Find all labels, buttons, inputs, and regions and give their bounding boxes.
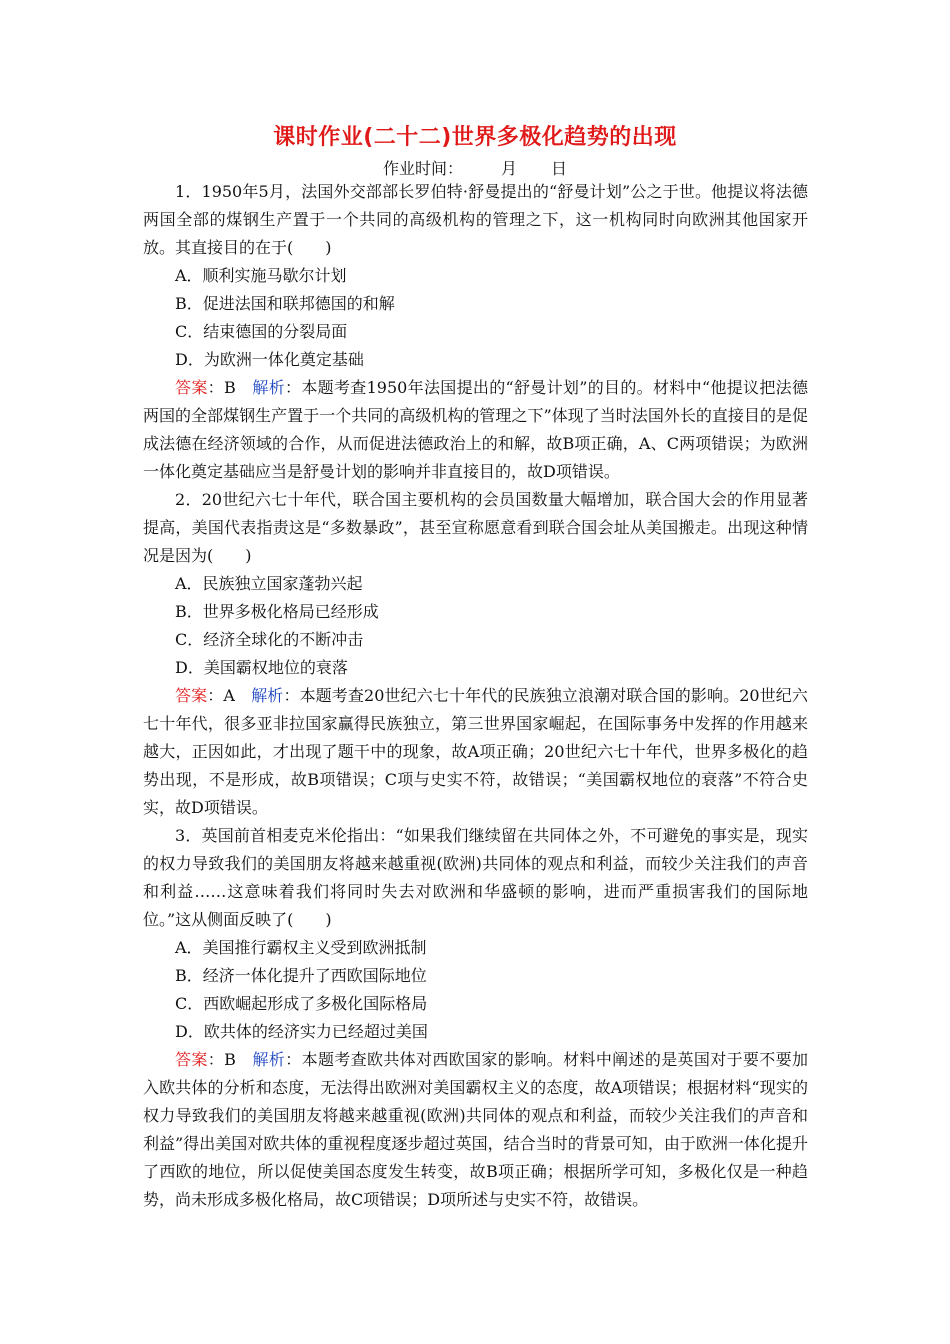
answer-analysis	[143, 374, 808, 486]
analysis-text: 本题考查1950年法国提出的“舒曼计划”的目的。材料中“他提议把法德两国的全部煤钢生产置于一个共同的高级机构的管理之下”体现了当时法国外长的直接目的是促成法德在经济领域的合作，从而促进法德政治上的和解，故B项正确，A、C两项错误；为欧洲一体化奠定基础应当是舒曼计划的影响并非直接目的，故D项错误。	[143, 378, 808, 481]
answer-value: B	[224, 1050, 236, 1069]
analysis-label: 解析	[251, 686, 284, 705]
question-stem: 3．英国前首相麦克米伦指出：“如果我们继续留在共同体之外，不可避免的事实是，现实的权力导致我们的美国朋友将越来越重视(欧洲)共同体的观点和利益，而较少关注我们的声音和利益……这意味着我们将同时失去对欧洲和华盛顿的影响，进而严重损害我们的国际地位。”这从侧面反映了( )	[143, 826, 808, 929]
analysis-colon: ：	[283, 686, 300, 705]
page-title: 课时作业(二十二)世界多极化趋势的出现	[273, 125, 677, 150]
option-b: B．促进法国和联邦德国的和解	[175, 294, 395, 313]
answer-analysis	[143, 682, 808, 822]
option-b: B．经济一体化提升了西欧国际地位	[175, 966, 427, 985]
option-a: A．顺利实施马歇尔计划	[175, 266, 347, 285]
option-d: D．美国霸权地位的衰落	[175, 658, 348, 677]
option-c: C．经济全球化的不断冲击	[175, 630, 364, 649]
option-d: D．为欧洲一体化奠定基础	[175, 350, 364, 369]
question-block	[143, 486, 808, 822]
option-c: C．结束德国的分裂局面	[175, 322, 348, 341]
answer-label: 答案	[175, 686, 208, 705]
date-label: 作业时间：	[382, 159, 463, 178]
analysis-text: 本题考查欧共体对西欧国家的影响。材料中阐述的是英国对于要不要加入欧共体的分析和态度，无法得出欧洲对美国霸权主义的态度，故A项错误；根据材料“现实的权力导致我们的美国朋友将越来越重视(欧洲)共同体的观点和利益，而较少关注我们的声音和利益”得出美国对欧共体的重视程度逐步超过英国，结合当时的背景可知，由于欧洲一体化提升了西欧的地位，所以促使美国态度发生转变，故B项正确；根据所学可知，多极化仅是一种趋势，尚未形成多极化格局，故C项错误；D项所述与史实不符，故错误。	[143, 1050, 808, 1209]
analysis-label: 解析	[252, 1050, 286, 1069]
option-d: D．欧共体的经济实力已经超过美国	[175, 1022, 428, 1041]
question-block	[143, 178, 808, 486]
question-stem: 2．20世纪六七十年代，联合国主要机构的会员国数量大幅增加，联合国大会的作用显著提高，美国代表指责这是“多数暴政”，甚至宣称愿意看到联合国会址从美国搬走。出现这种情况是因为( )	[143, 490, 808, 565]
answer-label: 答案	[175, 1050, 208, 1069]
question-stem: 1．1950年5月，法国外交部部长罗伯特·舒曼提出的“舒曼计划”公之于世。他提议将法德两国全部的煤钢生产置于一个共同的高级机构的管理之下，这一机构同时向欧洲其他国家开放。其直接目的在于( )	[143, 182, 808, 257]
option-c: C．西欧崛起形成了多极化国际格局	[175, 994, 428, 1013]
question-block	[143, 822, 808, 1214]
answer-colon: ：	[207, 378, 224, 397]
answer-value: A	[223, 686, 235, 705]
option-a: A．美国推行霸权主义受到欧洲抵制	[175, 938, 427, 957]
answer-label: 答案	[175, 378, 208, 397]
answer-value: B	[223, 378, 236, 397]
answer-analysis	[143, 1046, 808, 1214]
date-month: 月	[500, 159, 517, 178]
analysis-text: 本题考查20世纪六七十年代的民族独立浪潮对联合国的影响。20世纪六七十年代，很多亚非拉国家赢得民族独立，第三世界国家崛起，在国际事务中发挥的作用越来越大，正因如此，才出现了题干中的现象，故A项正确；20世纪六七十年代，世界多极化的趋势出现，不是形成，故B项错误；C项与史实不符，故错误；“美国霸权地位的衰落”不符合史实，故D项错误。	[143, 686, 808, 817]
assignment-date-line	[0, 156, 950, 179]
option-a: A．民族独立国家蓬勃兴起	[175, 574, 363, 593]
analysis-colon: ：	[285, 1050, 302, 1069]
document-body	[143, 178, 808, 1214]
analysis-label: 解析	[252, 378, 286, 397]
analysis-colon: ：	[285, 378, 302, 397]
answer-colon: ：	[207, 1050, 225, 1069]
option-b: B．世界多极化格局已经形成	[175, 602, 379, 621]
answer-colon: ：	[207, 686, 224, 705]
date-day: 日	[551, 159, 568, 178]
